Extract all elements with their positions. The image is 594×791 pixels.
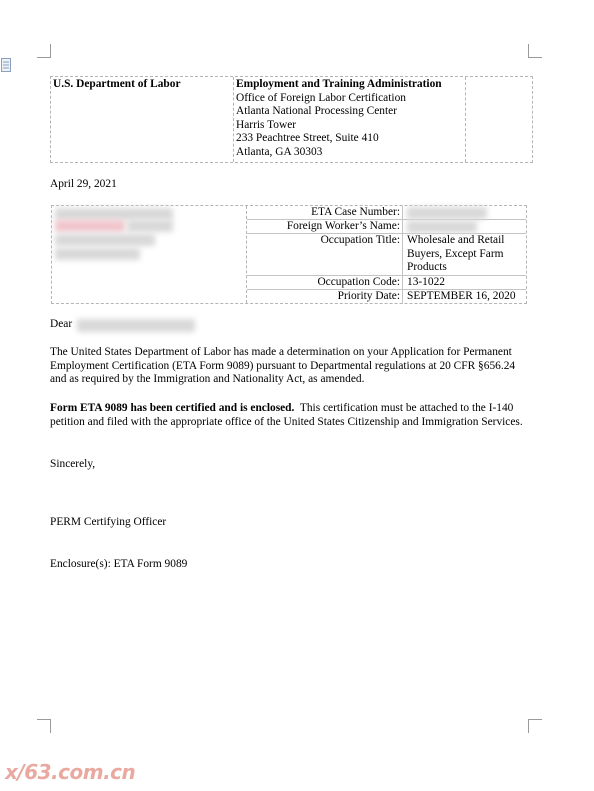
signer-title: PERM Certifying Officer bbox=[50, 516, 167, 528]
margin-mark-bottom-left bbox=[37, 719, 51, 733]
certification-paragraph bbox=[50, 402, 530, 429]
certification-instructions: This certification must be attached to the I-140 petition and filed with the appropriate office of the United States Citizenship and Immigration Services. bbox=[50, 402, 523, 428]
margin-mark-top-left bbox=[37, 44, 51, 58]
watermark-text: x/63.com.cn bbox=[5, 760, 136, 784]
priority-date-label: Priority Date: bbox=[247, 290, 403, 304]
agency-name: Employment and Training Administration bbox=[236, 78, 442, 90]
occupation-code-row bbox=[247, 276, 526, 290]
worker-name-row bbox=[247, 220, 526, 234]
margin-mark-bottom-right bbox=[528, 719, 542, 733]
closing: Sincerely, bbox=[50, 458, 96, 470]
worker-name-label: Foreign Worker’s Name: bbox=[247, 220, 403, 233]
occupation-title-label: Occupation Title: bbox=[247, 234, 403, 275]
certification-statement: Form ETA 9089 has been certified and is enclosed. bbox=[50, 402, 295, 414]
address-line: 233 Peachtree Street, Suite 410 bbox=[236, 132, 379, 145]
worker-name-redaction bbox=[407, 221, 477, 233]
case-info-table bbox=[51, 205, 527, 304]
occupation-code-label: Occupation Code: bbox=[247, 276, 403, 289]
recipient-name-redacted bbox=[77, 319, 197, 332]
case-number-label: ETA Case Number: bbox=[247, 206, 403, 219]
case-number-redaction bbox=[407, 207, 487, 219]
document-icon[interactable] bbox=[1, 58, 11, 72]
letterhead-agency-cell bbox=[234, 77, 466, 162]
address-line: Atlanta, GA 30303 bbox=[236, 145, 323, 158]
address-line: Office of Foreign Labor Certification bbox=[236, 91, 406, 104]
priority-date-row bbox=[247, 290, 526, 304]
letter-date: April 29, 2021 bbox=[50, 178, 117, 190]
occupation-title-row bbox=[247, 234, 526, 276]
letterhead-table bbox=[50, 76, 533, 163]
recipient-address-redacted bbox=[52, 206, 247, 303]
occupation-title-value: Wholesale and Retail Buyers, Except Farm Products bbox=[407, 234, 505, 274]
salutation: Dear bbox=[50, 318, 73, 330]
margin-mark-top-right bbox=[528, 44, 542, 58]
address-line: Atlanta National Processing Center bbox=[236, 105, 398, 118]
letterhead-empty-cell bbox=[466, 77, 532, 162]
priority-date-value: SEPTEMBER 16, 2020 bbox=[407, 290, 516, 302]
department-name: U.S. Department of Labor bbox=[53, 78, 181, 90]
letterhead-department-cell bbox=[51, 77, 234, 162]
enclosure-line: Enclosure(s): ETA Form 9089 bbox=[50, 558, 188, 570]
occupation-code-value: 13-1022 bbox=[407, 276, 445, 288]
determination-paragraph: The United States Department of Labor has made a determination on your Application for Permanent Employment Certification (ETA Form 9089) pursuant to Departmental regulations at 20 CFR §656.24 and as required by the Immigration and Nationality Act, as amended. bbox=[50, 346, 516, 386]
address-line: Harris Tower bbox=[236, 118, 297, 131]
case-number-row bbox=[247, 206, 526, 220]
